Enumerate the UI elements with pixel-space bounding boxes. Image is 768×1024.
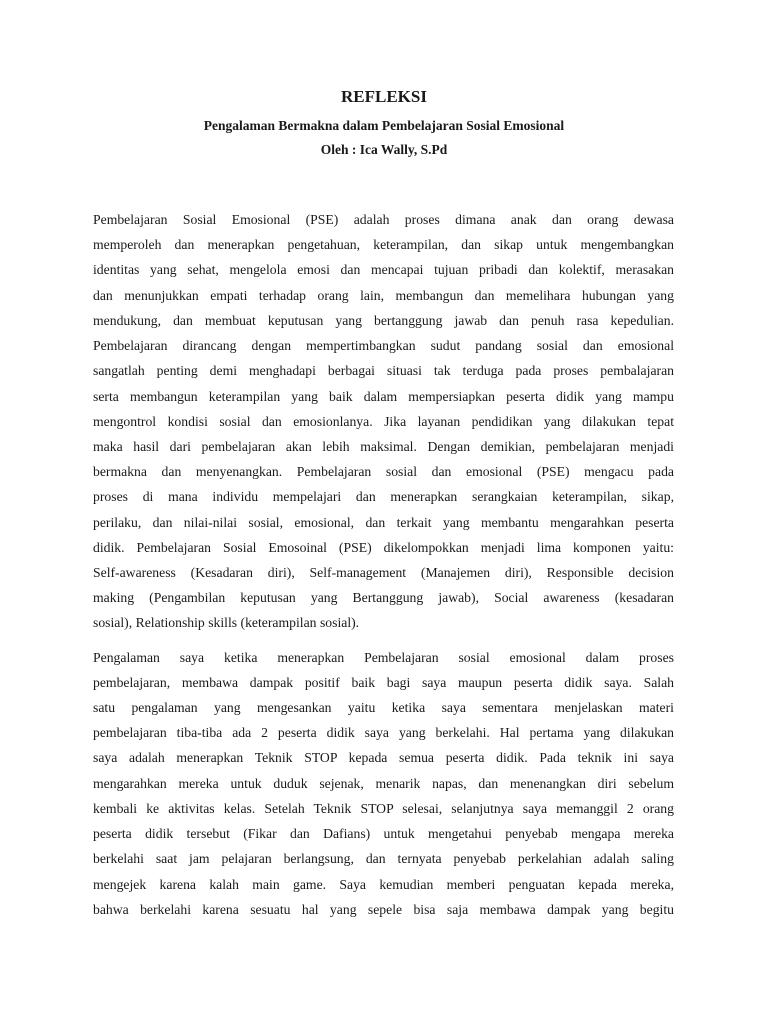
text-line: pembelajaran, membawa dampak positif baik bagi saya maupun peserta didik saya. Salah [93, 675, 674, 690]
text-line: sangatlah penting demi menghadapi berbagai situasi tak terduga pada proses pembalajaran [93, 363, 674, 378]
document-title: REFLEKSI [341, 87, 427, 106]
text-line: Pembelajaran Sosial Emosional (PSE) adalah proses dimana anak dan orang dewasa [93, 212, 674, 227]
text-line: proses di mana individu mempelajari dan menerapkan serangkaian keterampilan, sikap, [93, 489, 674, 504]
text-line: peserta didik tersebut (Fikar dan Dafians) untuk mengetahui penyebab mengapa mereka [93, 826, 674, 841]
document-subtitle: Pengalaman Bermakna dalam Pembelajaran Sosial Emosional [203, 118, 565, 133]
text-line: satu pengalaman yang mengesankan yaitu ketika saya sementara menjelaskan materi [93, 700, 674, 715]
text-line: memperoleh dan menerapkan pengetahuan, keterampilan, dan sikap untuk mengembangkan [93, 237, 674, 252]
text-line: mengontrol kondisi sosial dan emosionlanya. Jika layanan pendidikan yang dilakukan tepat [93, 414, 674, 429]
text-line: bermakna dan menyenangkan. Pembelajaran sosial dan emosional (PSE) mengacu pada [93, 464, 674, 479]
text-line: Self-awareness (Kesadaran diri), Self-management (Manajemen diri), Responsible decision [93, 565, 674, 580]
text-line: maka hasil dari pembelajaran akan lebih maksimal. Dengan demikian, pembelajaran menjadi [93, 439, 674, 454]
text-line: Pembelajaran dirancang dengan mempertimbangkan sudut pandang sosial dan emosional [93, 338, 674, 353]
text-line: serta membangun keterampilan yang baik dalam mempersiapkan peserta didik yang mampu [93, 389, 674, 404]
text-line: mengejek karena kalah main game. Saya kemudian memberi penguatan kepada mereka, [93, 877, 674, 892]
document-author: Oleh : Ica Wally, S.Pd [320, 142, 448, 157]
text-line: perilaku, dan nilai-nilai sosial, emosional, dan terkait yang membantu mengarahkan peserta [93, 515, 674, 530]
text-line: pembelajaran tiba-tiba ada 2 peserta didik saya yang berkelahi. Hal pertama yang dilakukan [93, 725, 674, 740]
text-line: making (Pengambilan keputusan yang Bertanggung jawab), Social awareness (kesadaran [93, 590, 674, 605]
text-line: sosial), Relationship skills (keterampilan sosial). [93, 615, 360, 630]
text-line: berkelahi saat jam pelajaran berlangsung, dan ternyata penyebab perkelahian adalah saling [93, 851, 674, 866]
text-line: saya adalah menerapkan Teknik STOP kepada semua peserta didik. Pada teknik ini saya [93, 750, 674, 765]
text-line: dan menunjukkan empati terhadap orang lain, membangun dan memelihara hubungan yang [93, 288, 674, 303]
text-line: identitas yang sehat, mengelola emosi dan mencapai tujuan pribadi dan kolektif, merasakan [93, 262, 674, 277]
text-line: Pengalaman saya ketika menerapkan Pembelajaran sosial emosional dalam proses [93, 650, 674, 665]
text-line: bahwa berkelahi karena sesuatu hal yang sepele bisa saja membawa dampak yang begitu [93, 902, 674, 917]
text-line: kembali ke aktivitas kelas. Setelah Teknik STOP selesai, selanjutnya saya memanggil 2 orang [93, 801, 674, 816]
text-line: didik. Pembelajaran Sosial Emosoinal (PSE) dikelompokkan menjadi lima komponen yaitu: [93, 540, 674, 555]
text-line: mendukung, dan membuat keputusan yang bertanggung jawab dan penuh rasa kepedulian. [93, 313, 674, 328]
text-line: mengarahkan mereka untuk duduk sejenak, menarik napas, dan menenangkan diri sebelum [93, 776, 674, 791]
